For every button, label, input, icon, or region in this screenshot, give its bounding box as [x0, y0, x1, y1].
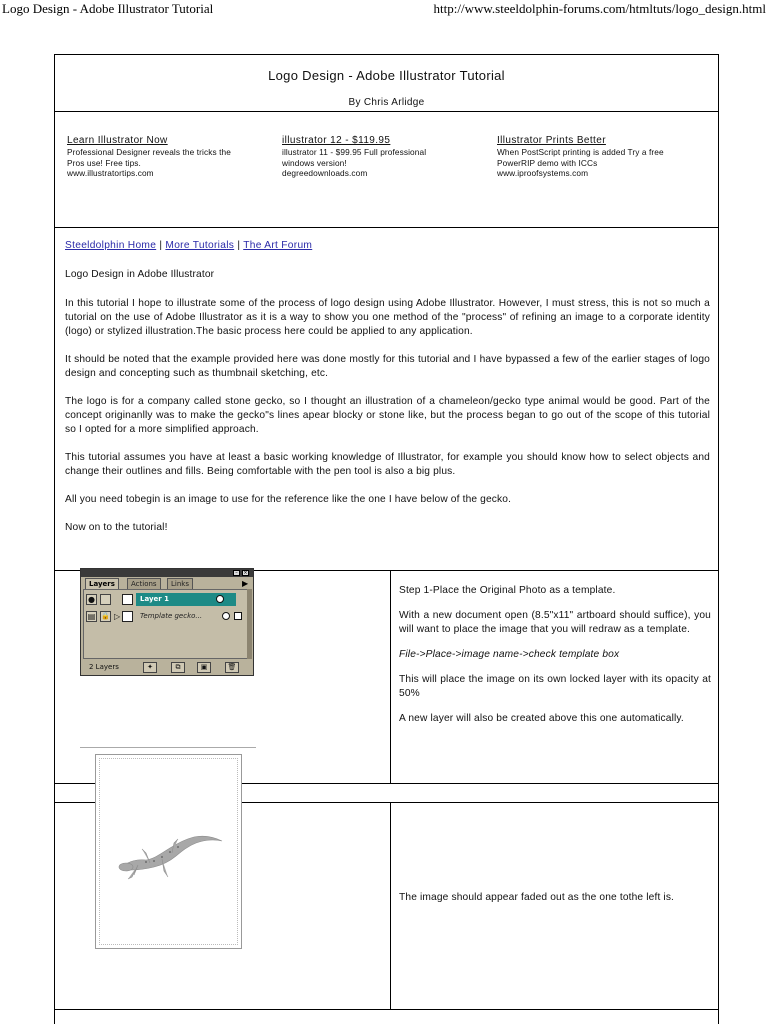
selection-square-icon — [234, 612, 242, 620]
nav-link-tutorials[interactable]: More Tutorials — [165, 240, 235, 251]
page-title: Logo Design - Adobe Illustrator Tutorial — [268, 68, 505, 83]
layer-color-swatch — [122, 594, 133, 605]
layers-list — [83, 589, 249, 659]
author-byline: By Chris Arlidge — [348, 97, 425, 108]
target-circle-icon — [216, 595, 224, 603]
ad-line: When PostScript printing is added Try a free — [497, 147, 664, 157]
print-header-title: Logo Design - Adobe Illustrator Tutorial — [2, 1, 214, 16]
new-sublayer-icon: ⧉ — [171, 662, 185, 673]
eye-icon: ● — [86, 594, 97, 605]
palette-titlebar — [81, 569, 253, 577]
ad-line: windows version! — [282, 157, 347, 168]
paragraph: In this tutorial I hope to illustrate some of the process of logo design using Adobe Illustrator. However, I must stress, this is not so much a tutorial on the use of Adobe Illustrator as it is a way to show you one method of the "process" of refining an image to a corporate identity (logo) or stylized illustration.The basic process here could be applied to any application. — [65, 298, 710, 337]
target-circle-icon — [222, 612, 230, 620]
layer-name: Layer 1 — [136, 593, 236, 606]
layer-row — [84, 609, 248, 625]
paragraph: It should be noted that the example provided here was done mostly for this tutorial and I have bypassed a few of the earlier stages of logo design and concepting such as thumbnail sketching, etc. — [65, 354, 710, 379]
artboard-preview-image — [95, 754, 242, 949]
nav-links — [65, 239, 710, 253]
tab-links: Links — [167, 578, 193, 589]
layers-palette-screenshot — [80, 568, 254, 676]
print-header-url: http://www.steeldolphin-forums.com/htmltuts/logo_design.html — [433, 1, 766, 16]
divider — [55, 1009, 718, 1010]
divider — [55, 111, 718, 112]
sublayer-icon: ✦ — [143, 662, 157, 673]
step-title: Step 1-Place the Original Photo as a template. — [399, 585, 616, 596]
palette-menu-arrow-icon: ▶ — [242, 579, 249, 588]
layer-color-swatch — [122, 611, 133, 622]
divider — [55, 227, 718, 228]
expand-triangle-icon: ▷ — [114, 612, 121, 621]
layer-row — [84, 592, 248, 608]
paragraph: The logo is for a company called stone gecko, so I thought an illustration of a chameleon/gecko type animal would be good. Part of the concept originanlly was to make the gecko"s lines apear blocky or stone like, but the process began to go out of the scope of this tutorial so I opted for a more simplified approach. — [65, 396, 710, 435]
gecko-illustration — [116, 815, 226, 895]
nav-separator: | — [237, 240, 241, 251]
close-icon: × — [243, 570, 248, 576]
trash-icon: 🗑 — [225, 662, 239, 673]
new-layer-icon: ▣ — [197, 662, 211, 673]
ad-line: PowerRIP demo with ICCs — [497, 157, 598, 168]
ad-block[interactable] — [282, 136, 482, 179]
step2-text — [399, 891, 711, 916]
nav-separator: | — [159, 240, 163, 251]
ad-site[interactable]: degreedownloads.com — [282, 168, 368, 178]
ad-headline[interactable]: Illustrator Prints Better — [497, 135, 606, 146]
step1-text — [399, 584, 711, 737]
paragraph: All you need tobegin is an image to use for the reference like the one I have below of the gecko. — [65, 494, 512, 505]
layer-count: 2 Layers — [89, 663, 119, 671]
nav-link-forum[interactable]: The Art Forum — [243, 240, 313, 251]
column-divider — [390, 802, 391, 1009]
section-heading: Logo Design in Adobe Illustrator — [65, 269, 215, 280]
lock-slot — [100, 594, 111, 605]
ad-headline[interactable]: illustrator 12 - $119.95 — [282, 135, 391, 146]
ad-line: Pros use! Free tips. — [67, 157, 141, 168]
paragraph: The image should appear faded out as the one tothe left is. — [399, 892, 675, 903]
ad-line: Professional Designer reveals the tricks the — [67, 147, 231, 157]
palette-scrollbar — [247, 589, 252, 659]
palette-footer — [83, 661, 251, 674]
ad-headline[interactable]: Learn Illustrator Now — [67, 135, 168, 146]
ad-site[interactable]: www.iproofsystems.com — [497, 168, 589, 178]
ad-block[interactable] — [497, 136, 697, 179]
menu-command: File->Place->image name->check template box — [399, 649, 620, 660]
template-icon: ▤ — [87, 612, 96, 621]
paragraph: With a new document open (8.5"x11" artboard should suffice), you will want to place the image that you will redraw as a template. — [399, 610, 711, 635]
paragraph: This will place the image on its own locked layer with its opacity at 50% — [399, 674, 711, 699]
layer-name: Template gecko... — [140, 612, 203, 620]
print-header — [0, 0, 768, 20]
paragraph: Now on to the tutorial! — [65, 522, 168, 533]
column-divider — [390, 570, 391, 783]
paragraph: This tutorial assumes you have at least a basic working knowledge of Illustrator, for example you should know how to select objects and change their outlines and fills. Being comfortable with the pen tool is also a big plus. — [65, 452, 710, 477]
ad-line: illustrator 11 - $99.95 Full professional — [282, 147, 427, 157]
ad-site[interactable]: www.illustratortips.com — [67, 168, 154, 178]
paragraph: A new layer will also be created above this one automatically. — [399, 713, 684, 724]
tab-layers: Layers — [85, 578, 119, 589]
minimize-icon: – — [233, 570, 240, 576]
intro-section — [65, 239, 710, 549]
divider — [80, 747, 256, 748]
nav-link-home[interactable]: Steeldolphin Home — [65, 240, 157, 251]
lock-icon: 🔒 — [101, 612, 110, 620]
tab-actions: Actions — [127, 578, 161, 589]
ad-block[interactable] — [67, 136, 267, 179]
